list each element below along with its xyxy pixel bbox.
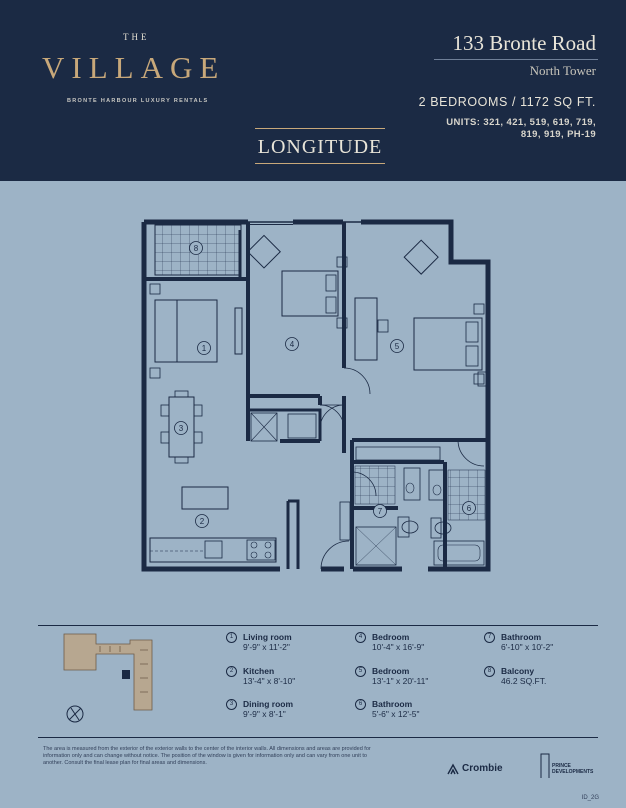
- address: 133 Bronte Road: [452, 31, 596, 55]
- legend-room-dims: 46.2 SQ.FT.: [501, 676, 547, 686]
- legend-room-name: Bedroom: [372, 666, 410, 676]
- tower-name: North Tower: [529, 63, 596, 78]
- legend-num: 5: [355, 666, 366, 677]
- kitchen-counter: [150, 538, 276, 562]
- legend-num: 2: [226, 666, 237, 677]
- legend-num: 7: [484, 632, 495, 643]
- suite-name: LONGITUDE: [257, 136, 383, 158]
- key-plan-building: [64, 634, 152, 710]
- room-tag-4-label: 4: [289, 340, 295, 349]
- logo-village: VILLAGE: [42, 50, 226, 85]
- unit-numbers: UNITS: 321, 421, 519, 619, 719, 819, 919, PH-19: [446, 117, 596, 140]
- legend-room-name: Bathroom: [501, 632, 542, 642]
- bedroom5-bed: [414, 318, 482, 370]
- legend-room-name: Dining room: [243, 699, 294, 709]
- prince-brand: PRINCE DEVELOPMENTS: [552, 763, 594, 775]
- legend-room-dims: 13'-1" x 20'-11": [372, 676, 429, 686]
- legend-room-name: Balcony: [501, 666, 535, 676]
- logo-tagline: BRONTE HARBOUR LUXURY RENTALS: [67, 98, 209, 104]
- room-tag-8-label: 8: [193, 244, 199, 253]
- key-plan: [40, 630, 160, 730]
- legend-room-dims: 13'-4" x 8'-10": [243, 676, 296, 686]
- legend-num: 8: [484, 666, 495, 677]
- kitchen-sink: [205, 541, 222, 558]
- room-tag-5-label: 5: [394, 342, 400, 351]
- suite-divider-top: [255, 128, 385, 129]
- legend-num: 1: [226, 632, 237, 643]
- tv-console: [235, 308, 242, 354]
- cooktop: [247, 540, 275, 560]
- suite-divider-bottom: [255, 163, 385, 164]
- floor-plan: [0, 181, 626, 621]
- bedroom5-desk: [355, 298, 377, 360]
- room-tag-1-label: 1: [201, 344, 207, 353]
- document-code: ID_2G: [581, 795, 599, 801]
- legend-room-dims: 9'-9" x 11'-2": [243, 642, 290, 652]
- legend-room-name: Kitchen: [243, 666, 275, 676]
- legend-room-dims: 10'-4" x 16'-9": [372, 642, 425, 652]
- legend-room-name: Bedroom: [372, 632, 410, 642]
- room-tag-6-label: 6: [466, 504, 472, 513]
- logo-the: THE: [123, 32, 150, 42]
- bathtub-6: [434, 541, 484, 565]
- legend-num: 4: [355, 632, 366, 643]
- legend-room-name: Living room: [243, 632, 292, 642]
- key-plan-unit-marker: [122, 670, 130, 679]
- legend-room-dims: 9'-9" x 8'-1": [243, 709, 286, 719]
- legend-num: 3: [226, 699, 237, 710]
- room-tag-2-label: 2: [199, 517, 205, 526]
- legend-divider-top: [38, 625, 598, 626]
- crombie-logo-icon: [446, 762, 460, 776]
- legend-room-dims: 5'-6" x 12'-5": [372, 709, 420, 719]
- entry-door-swing: [321, 541, 349, 569]
- header-banner: [0, 0, 626, 181]
- kitchen-island: [182, 487, 228, 509]
- bedroom5-closet: [356, 447, 440, 460]
- room-tag-3-label: 3: [178, 424, 184, 433]
- legend-divider-bottom: [38, 737, 598, 738]
- legend-num: 6: [355, 699, 366, 710]
- bedroom4-chair: [248, 235, 281, 268]
- disclaimer: The area is measured from the exterior of the exterior walls to the center of the interior walls. All dimensions and areas are provided for information only and can change without notice. The position of the window is given for information only and can vary from one unit to another. Consult the final lease plan for final areas and dimensions.: [43, 746, 371, 766]
- room-tag-7-label: 7: [377, 507, 383, 516]
- crombie-brand: Crombie: [462, 763, 503, 774]
- laundry: [288, 414, 316, 438]
- sofa: [155, 300, 217, 362]
- bedroom5-chair: [404, 240, 438, 274]
- address-divider: [434, 59, 598, 60]
- bath7-tiles: [355, 466, 395, 504]
- toilet-7: [402, 521, 418, 533]
- bedroom4-bed: [282, 271, 338, 316]
- legend-room-dims: 6'-10" x 10'-2": [501, 642, 554, 652]
- legend-room-name: Bathroom: [372, 699, 413, 709]
- unit-summary: 2 BEDROOMS / 1172 SQ FT.: [418, 95, 596, 109]
